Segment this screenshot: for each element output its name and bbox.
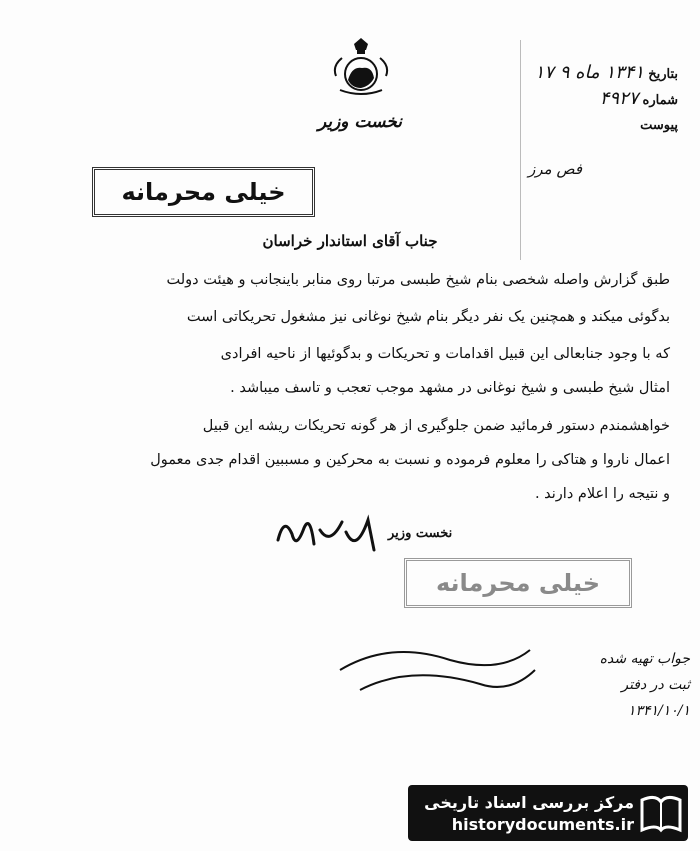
date-label: بتاریخ <box>648 67 678 82</box>
classification-stamp-top: خیلی محرمانه <box>92 167 315 217</box>
body-line-6: اعمال ناروا و هتاکی را معلوم فرموده و نسبت به محرکین و مسببین اقدام جدی معمول <box>150 452 670 468</box>
body-line-3: که با وجود جنابعالی این قبیل اقدامات و تحریکات و بدگوئیها از ناحیه افرادی <box>220 346 670 362</box>
footer-url: historydocuments.ir <box>451 815 634 834</box>
body-line-7: و نتیجه را اعلام دارند . <box>534 486 670 502</box>
body-line-2: بدگوئی میکند و همچنین یک نفر دیگر بنام شیخ نوغانی نیز مشغول تحریکاتی است <box>186 309 670 325</box>
handwritten-filing-note <box>410 646 690 724</box>
attachment-label: پیوست <box>640 118 678 133</box>
number-value: ۴۹۲۷ <box>599 88 639 109</box>
footer-org-name: مرکز بررسی اسناد تاریخی <box>424 793 634 812</box>
filing-note-line-3: ۱۳۴۱/۱۰/۱ <box>627 703 690 719</box>
filing-note-line-2: ثبت در دفتر <box>621 677 690 693</box>
margin-rule <box>520 40 521 260</box>
lion-and-sun-emblem-icon <box>326 36 396 98</box>
classification-stamp-bottom: خیلی محرمانه <box>404 558 632 608</box>
office-title: نخست وزیر <box>317 112 402 132</box>
book-icon <box>636 790 686 836</box>
filing-note-line-1: جواب تهیه شده <box>599 651 690 667</box>
body-line-4: امثال شیخ طبسی و شیخ نوغانی در مشهد موجب تعجب و تاسف میباشد . <box>230 380 670 396</box>
number-line <box>488 88 678 109</box>
number-label: شماره <box>642 93 678 108</box>
marginal-handwritten-note: فص مرز <box>528 160 582 178</box>
date-value: ۱۳۴۱ ماه ۹ ۱۷ <box>534 62 645 83</box>
attachment-line <box>488 118 678 133</box>
addressee-line: جناب آقای استاندار خراسان <box>262 232 438 250</box>
body-line-5: خواهشمندم دستور فرمائید ضمن جلوگیری از هر گونه تحریکات ریشه این قبیل <box>202 418 670 434</box>
signatory-label: نخست وزیر <box>388 526 453 541</box>
date-line <box>488 62 678 83</box>
body-line-1: طبق گزارش واصله شخصی بنام شیخ طبسی مرتبا روی منابر باینجانب و هیئت دولت <box>166 272 670 288</box>
